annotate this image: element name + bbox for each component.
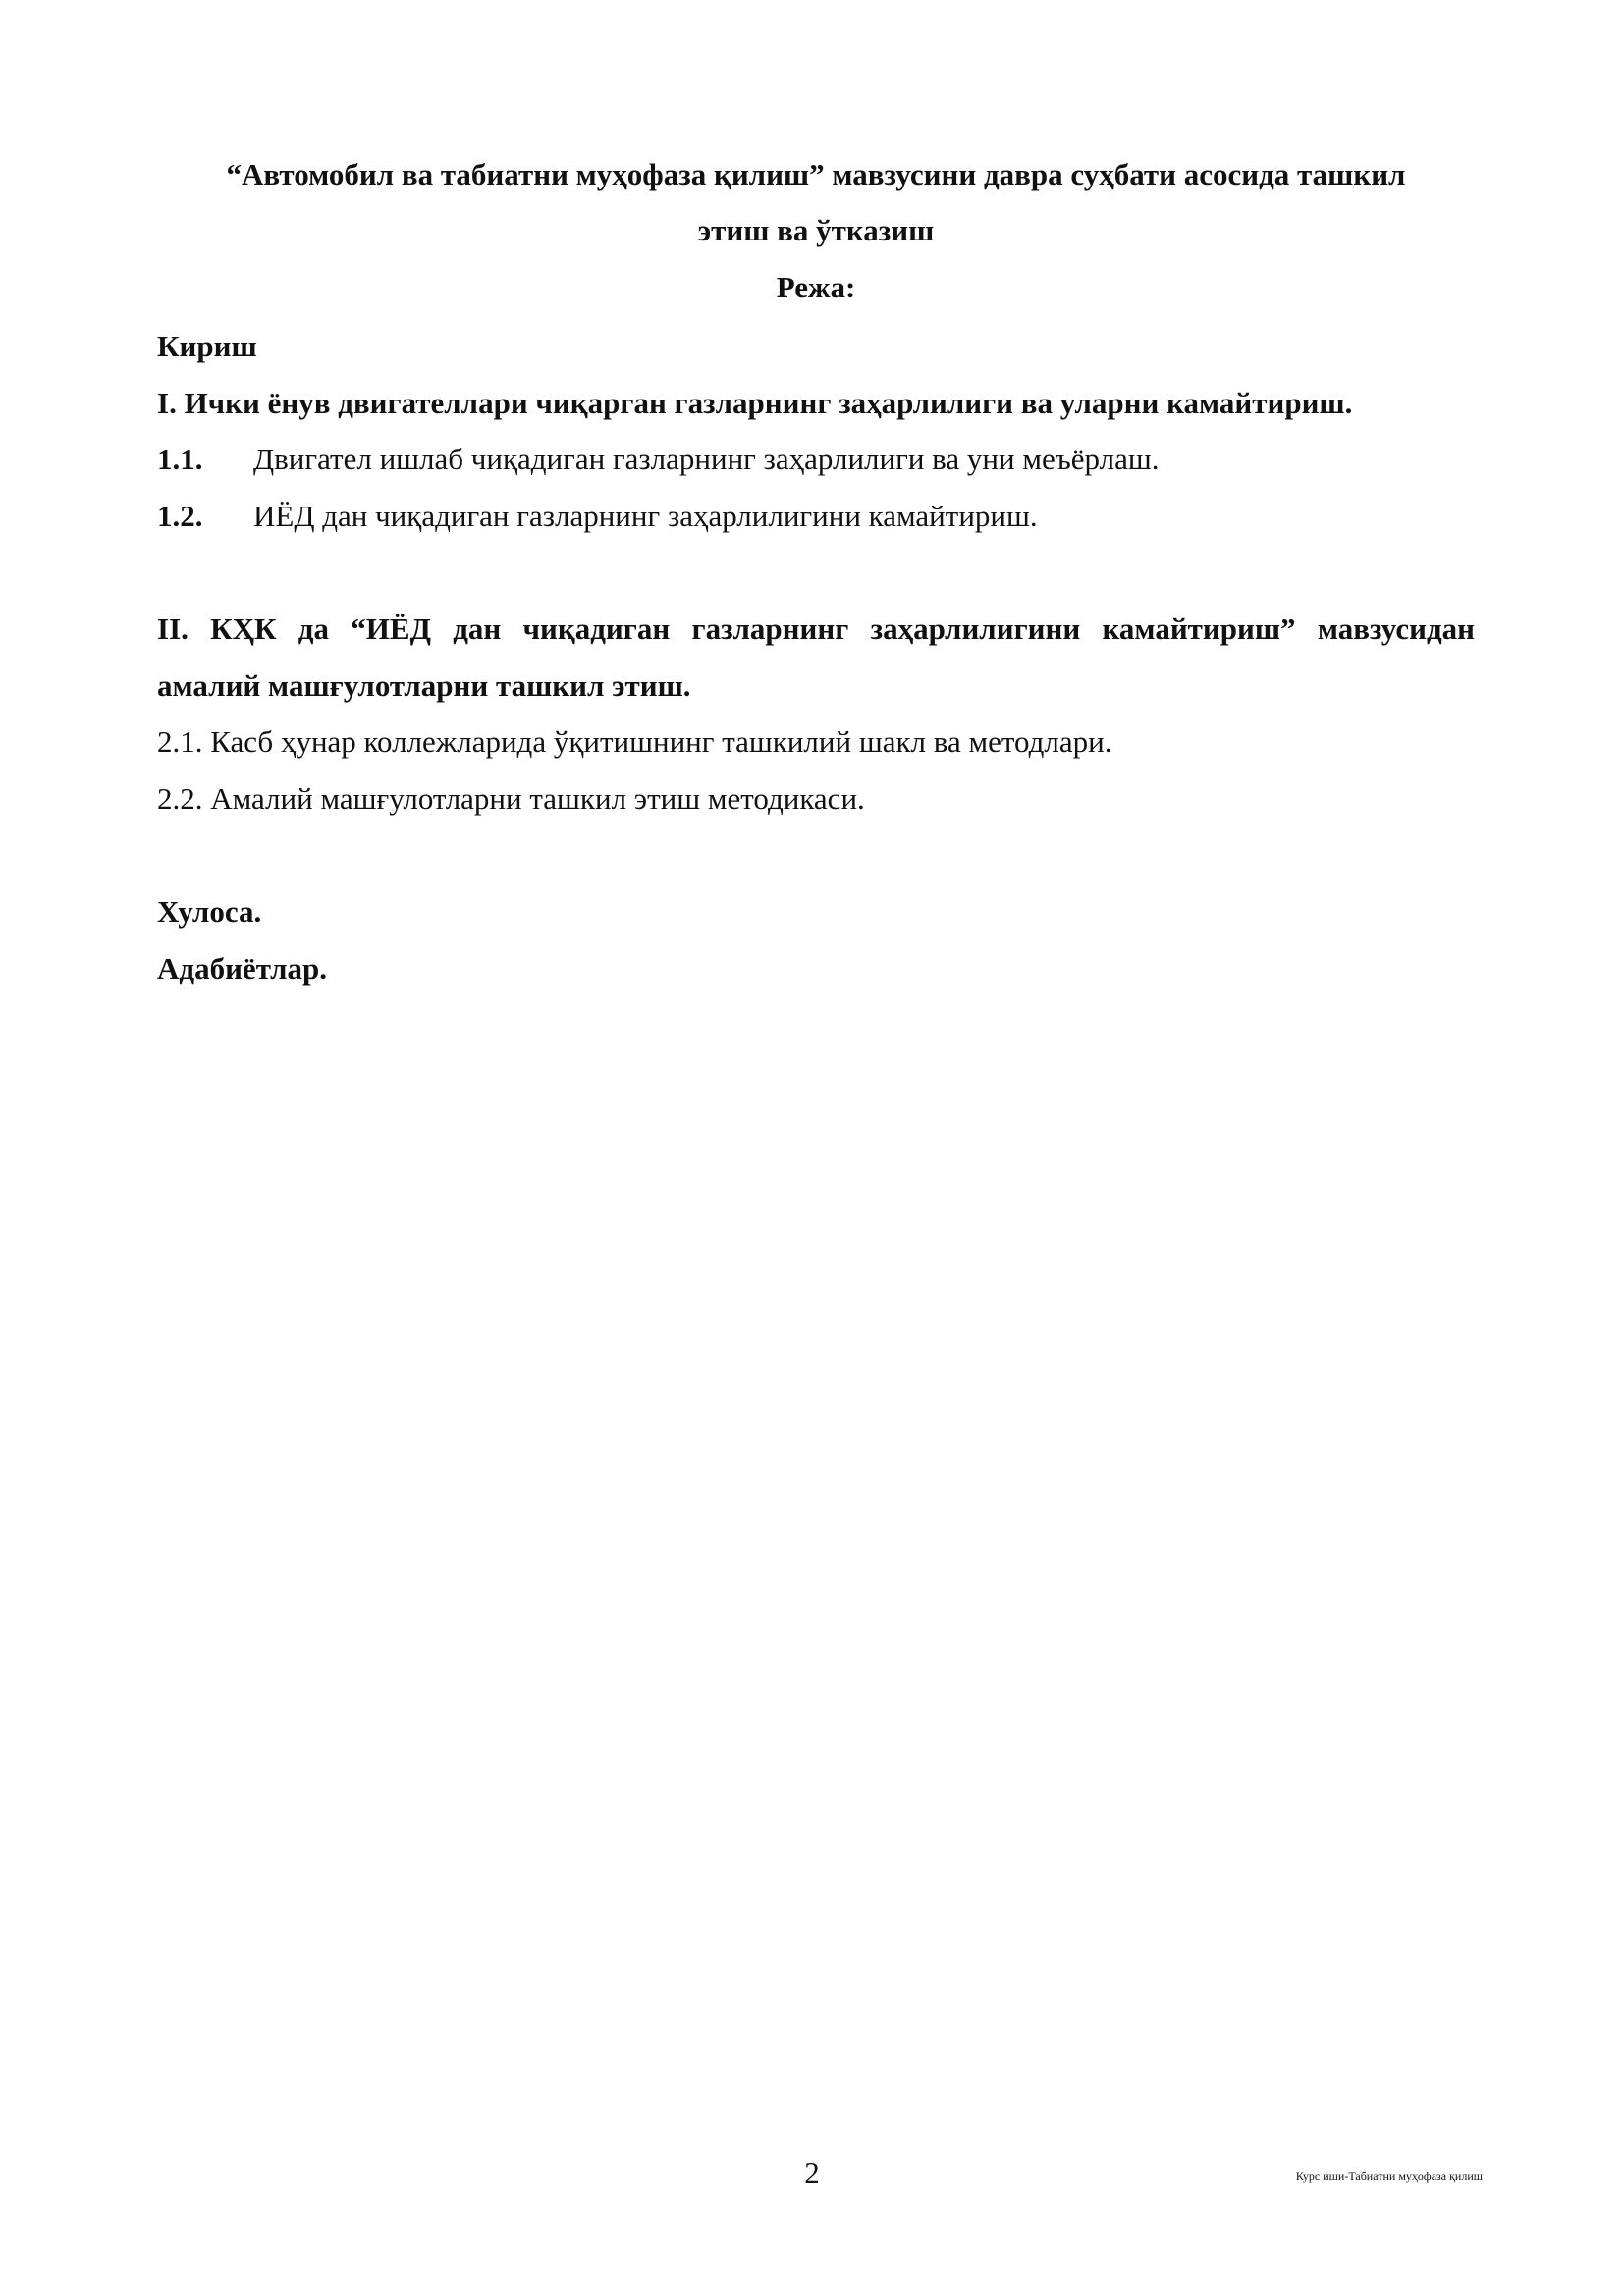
section-2-item: 2.1. Касб ҳунар коллежларида ўқитишнинг ташкилий шакл ва методлари. [157,724,1112,759]
section-2-heading-line-2: амалий машғулотларни ташкил этиш. [157,668,691,703]
document-title-line-1: “Автомобил ва табиатни муҳофаза қилиш” мавзусини давра суҳбати асосида ташкил [226,157,1406,191]
section-1-heading: I. Ички ёнув двигателлари чиқарган газларнинг заҳарлилиги ва уларни камайтириш. [157,386,1353,420]
conclusion-heading: Хулоса. [157,894,262,929]
footer-note: Курс иши-Табиатни муҳофаза қилиш [1295,2169,1483,2183]
document-title-line-2: этиш ва ўтказиш [697,213,935,247]
plan-heading: Режа: [776,270,856,304]
item-text: Двигател ишлаб чиқадиган газларнинг заҳарлилиги ва уни меъёрлаш. [253,442,1160,476]
section-2-heading-line-1: II. КҲК да “ИЁД дан чиқадиган газларнинг заҳарлилигини камайтириш” мавзусидан [157,612,1475,646]
section-2-item: 2.2. Амалий машғулотларни ташкил этиш методикаси. [157,781,865,816]
item-text: ИЁД дан чиқадиган газларнинг заҳарлилигини камайтириш. [253,499,1038,533]
section-1-item [157,497,1038,536]
page-number: 2 [804,2156,820,2190]
section-1-item [157,440,1159,479]
intro-heading: Кириш [157,329,257,363]
item-number: 1.2. [157,499,203,533]
item-number: 1.1. [157,442,203,476]
references-heading: Адабиётлар. [157,951,328,986]
